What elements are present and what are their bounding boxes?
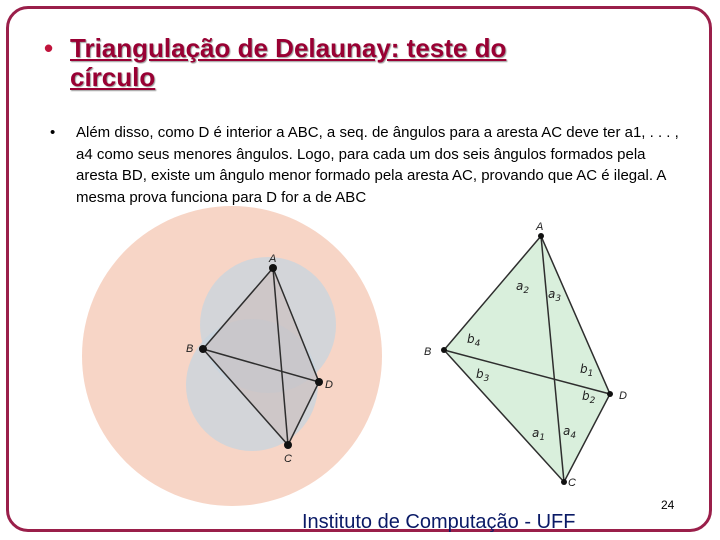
angle-label-a1: a1 <box>532 426 546 443</box>
angle-label-b4: b4 <box>467 332 481 349</box>
quad-abcd-right <box>444 236 610 482</box>
body-text: Além disso, como D é interior a ABC, a seq. de ângulos para a aresta AC deve ter a1, . . . , a4 como seus menores ângulos. Logo, para cada um dos seis ângulos formados pela aresta BD, existe um ângulo menor formado pela aresta AC, provando que AC é ilegal. A mesma prova funciona para D for a de ABC <box>76 124 679 206</box>
right-figure <box>424 221 627 489</box>
title-line-2: círculo <box>70 62 156 92</box>
vertex-b-right <box>441 347 447 353</box>
vertex-c-right <box>561 479 567 485</box>
label-b: B <box>186 343 194 355</box>
angle-label-b2: b2 <box>582 389 596 406</box>
label-c: C <box>284 453 292 465</box>
title-bullet: • <box>44 33 54 63</box>
angle-label-a4: a4 <box>563 424 577 441</box>
vertex-d <box>315 378 323 386</box>
label-c-right: C <box>568 477 576 489</box>
vertex-b <box>199 345 207 353</box>
angle-label-b3: b3 <box>476 367 490 384</box>
angle-label-a3: a3 <box>548 287 562 304</box>
vertex-a <box>269 264 277 272</box>
angle-label-a2: a2 <box>516 279 530 296</box>
title-line-1: Triangulação de Delaunay: teste do <box>70 33 507 63</box>
label-a-right: A <box>536 221 544 233</box>
page-number: 24 <box>661 498 675 512</box>
vertex-c <box>284 441 292 449</box>
body-bullet: • <box>50 124 56 141</box>
vertex-d-right <box>607 391 613 397</box>
label-a: A <box>269 253 277 265</box>
label-d: D <box>325 379 333 391</box>
footer-institution: Instituto de Computação - UFF <box>302 511 576 533</box>
angle-label-b1: b1 <box>580 362 594 379</box>
left-figure <box>82 206 382 506</box>
label-d-right: D <box>619 390 627 402</box>
label-b-right: B <box>424 346 432 358</box>
vertex-a-right <box>538 233 544 239</box>
